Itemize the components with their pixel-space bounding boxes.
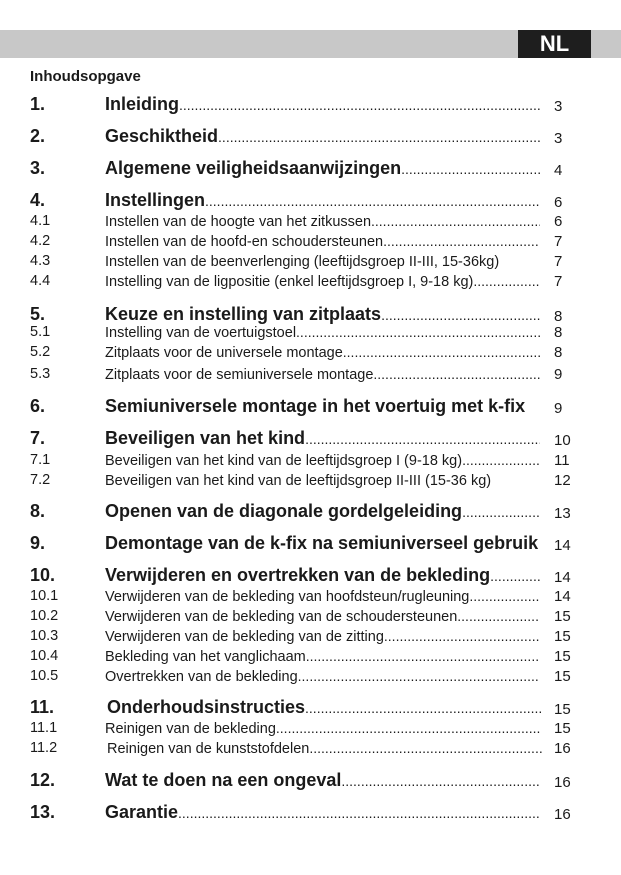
entry-number: 4. xyxy=(30,190,46,210)
entry-title: Instellingen ..... xyxy=(105,190,540,211)
entry-title: Wat te doen na een ongeval ..... xyxy=(105,770,540,791)
entry-page: 7 xyxy=(554,233,563,250)
entry-title: Zitplaats voor de semiuniversele montage ..... xyxy=(105,366,540,383)
entry-title: Instelling van de ligpositie (enkel leeftijdsgroep I, 9-18 kg) ..... xyxy=(105,273,540,290)
entry-page: 16 xyxy=(554,806,571,823)
entry-title: Beveiligen van het kind van de leeftijdsgroep I (9-18 kg) ..... xyxy=(105,452,540,469)
entry-page: 9 xyxy=(554,366,563,383)
entry-title: Openen van de diagonale gordelgeleiding ..... xyxy=(105,501,540,522)
entry-number: 10.4 xyxy=(30,648,59,664)
entry-title: Instellen van de hoofd-en schoudersteunen ..... xyxy=(105,233,540,250)
entry-page: 6 xyxy=(554,194,563,211)
entry-page: 7 xyxy=(554,253,563,270)
entry-page: 12 xyxy=(554,472,571,489)
entry-title: Semiuniversele montage in het voertuig met k-fix xyxy=(105,396,526,416)
entry-number: 11.2 xyxy=(30,740,58,756)
entry-title: Verwijderen van de bekleding van de zitting ..... xyxy=(105,628,540,645)
entry-number: 3. xyxy=(30,158,46,178)
entry-number: 10.1 xyxy=(30,588,59,604)
entry-page: 15 xyxy=(554,608,571,625)
entry-page: 10 xyxy=(554,432,571,449)
entry-page: 15 xyxy=(554,720,571,737)
entry-page: 6 xyxy=(554,213,563,230)
entry-page: 15 xyxy=(554,701,571,718)
entry-number: 10.3 xyxy=(30,628,59,644)
toc-title: Inhoudsopgave xyxy=(30,68,141,85)
entry-number: 10.5 xyxy=(30,668,59,684)
entry-number: 4.1 xyxy=(30,213,51,229)
entry-title: Verwijderen van de bekleding van hoofdsteun/rugleuning ..... xyxy=(105,588,540,605)
language-badge: NL xyxy=(518,30,591,58)
entry-title: Bekleding van het vanglichaam ..... xyxy=(105,648,540,665)
entry-number: 4.3 xyxy=(30,253,51,269)
entry-number: 6. xyxy=(30,396,46,416)
entry-title: Instellen van de hoogte van het zitkussen ..... xyxy=(105,213,540,230)
entry-page: 7 xyxy=(554,273,563,290)
entry-number: 10. xyxy=(30,565,56,585)
entry-title: Verwijderen en overtrekken van de bekleding ..... xyxy=(105,565,540,586)
entry-title: Keuze en instelling van zitplaats ..... xyxy=(105,304,540,325)
entry-number: 4.4 xyxy=(30,273,51,289)
entry-number: 7. xyxy=(30,428,46,448)
entry-page: 3 xyxy=(554,130,563,147)
entry-page: 11 xyxy=(554,452,570,469)
entry-page: 15 xyxy=(554,628,571,645)
entry-page: 8 xyxy=(554,308,563,325)
entry-title: Verwijderen van de bekleding van de schoudersteunen ..... xyxy=(105,608,540,625)
entry-page: 16 xyxy=(554,774,571,791)
entry-page: 8 xyxy=(554,344,563,361)
entry-title: Garantie ..... xyxy=(105,802,540,823)
entry-title: Onderhoudsinstructies ..... xyxy=(107,697,542,718)
entry-page: 8 xyxy=(554,324,563,341)
entry-number: 7.1 xyxy=(30,452,51,468)
entry-number: 5.3 xyxy=(30,366,51,382)
entry-page: 9 xyxy=(554,400,563,417)
entry-title: Inleiding ..... xyxy=(105,94,540,115)
entry-page: 15 xyxy=(554,648,571,665)
entry-title: Reinigen van de kunststofdelen ..... xyxy=(107,740,542,757)
entry-page: 15 xyxy=(554,668,571,685)
entry-number: 4.2 xyxy=(30,233,51,249)
entry-title: Beveiligen van het kind ..... xyxy=(105,428,540,449)
entry-number: 8. xyxy=(30,501,46,521)
entry-title: Geschiktheid ..... xyxy=(105,126,540,147)
entry-title: Instelling van de voertuigstoel ..... xyxy=(105,324,540,341)
entry-title: Reinigen van de bekleding ..... xyxy=(105,720,540,737)
entry-number: 5. xyxy=(30,304,46,324)
entry-number: 10.2 xyxy=(30,608,59,624)
entry-number: 11.1 xyxy=(30,720,58,736)
entry-title: Instellen van de beenverlenging (leeftijdsgroep II-III, 15-36kg) xyxy=(105,254,500,270)
entry-title: Algemene veiligheidsaanwijzingen ..... xyxy=(105,158,540,179)
entry-number: 5.1 xyxy=(30,324,51,340)
entry-title: Zitplaats voor de universele montage ..... xyxy=(105,344,540,361)
entry-number: 9. xyxy=(30,533,46,553)
entry-page: 4 xyxy=(554,162,563,179)
entry-page: 14 xyxy=(554,569,571,586)
entry-number: 11. xyxy=(30,697,55,717)
entry-page: 16 xyxy=(554,740,571,757)
entry-title: Overtrekken van de bekleding ..... xyxy=(105,668,540,685)
entry-number: 12. xyxy=(30,770,56,790)
entry-number: 13. xyxy=(30,802,56,822)
entry-number: 7.2 xyxy=(30,472,51,488)
entry-page: 14 xyxy=(554,588,571,605)
entry-title: Beveiligen van het kind van de leeftijdsgroep II-III (15-36 kg) xyxy=(105,473,492,489)
entry-number: 2. xyxy=(30,126,46,146)
entry-title: Demontage van de k-fix na semiuniverseel gebruik xyxy=(105,533,539,553)
entry-page: 14 xyxy=(554,537,571,554)
entry-page: 3 xyxy=(554,98,563,115)
entry-number: 1. xyxy=(30,94,46,114)
entry-number: 5.2 xyxy=(30,344,51,360)
entry-page: 13 xyxy=(554,505,571,522)
